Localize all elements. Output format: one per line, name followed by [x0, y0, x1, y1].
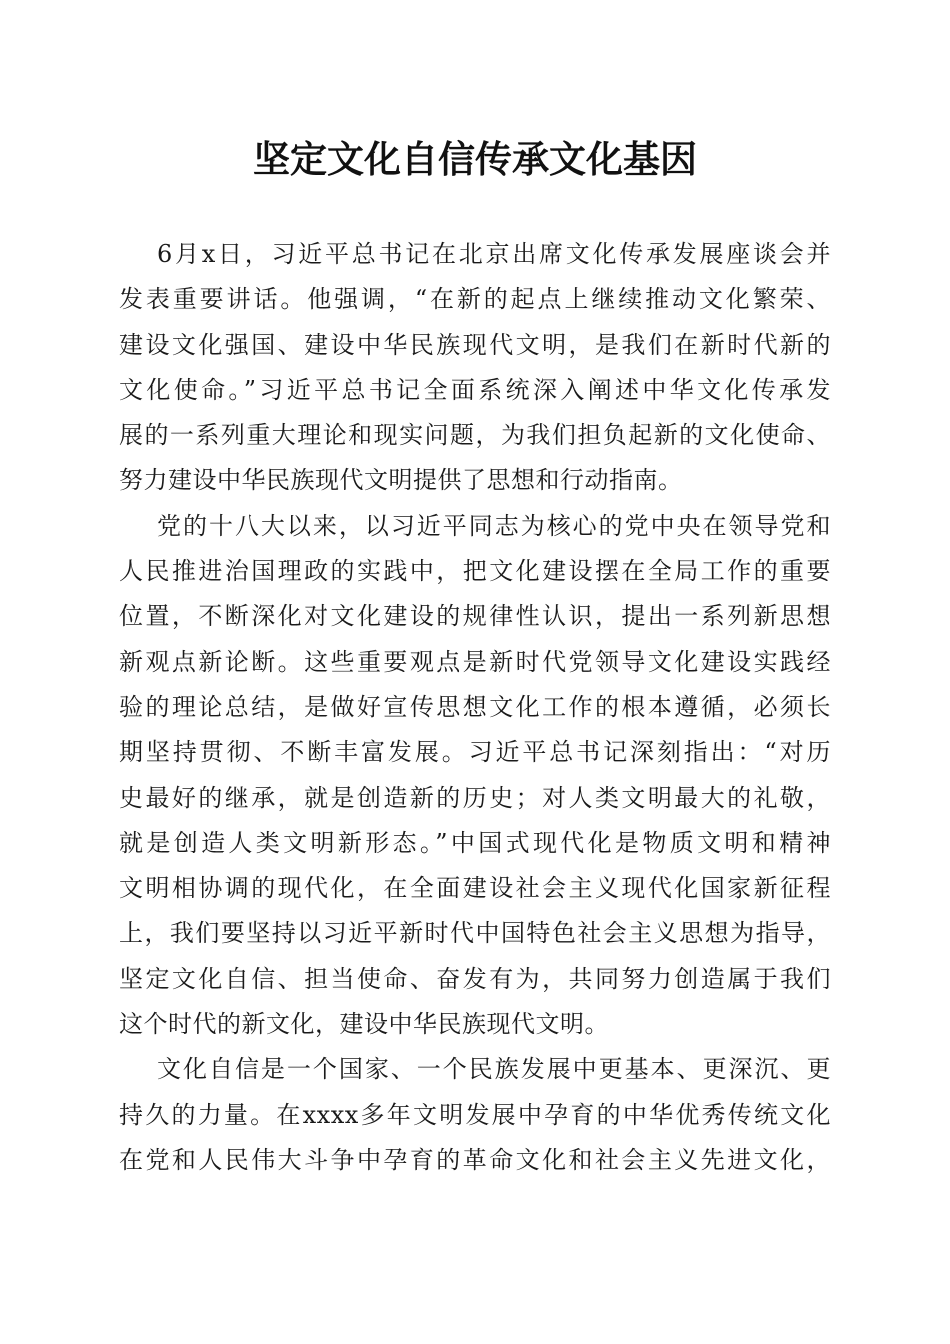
paragraph-1-line-6: 努力建设中华民族现代文明提供了思想和行动指南。: [119, 466, 683, 495]
paragraph-2-line-3: 位置，不断深化对文化建设的规律性认识，提出一系列新思想: [119, 602, 831, 631]
paragraph-2-line-7: 史最好的继承，就是创造新的历史；对人类文明最大的礼敬，: [119, 783, 831, 812]
paragraph-1-line-3: 建设文化强国、建设中华民族现代文明，是我们在新时代新的: [119, 330, 831, 359]
paragraph-1-line-1: 6月x日，习近平总书记在北京出席文化传承发展座谈会并: [157, 240, 831, 268]
paragraph-2-line-5: 验的理论总结，是做好宣传思想文化工作的根本遵循，必须长: [119, 692, 831, 721]
paragraph-2-line-1: 党的十八大以来，以习近平同志为核心的党中央在领导党和: [157, 511, 831, 540]
document-title: 坚定文化自信传承文化基因: [253, 137, 697, 181]
paragraph-2-line-10: 上，我们要坚持以习近平新时代中国特色社会主义思想为指导，: [119, 919, 831, 948]
paragraph-2-line-2: 人民推进治国理政的实践中，把文化建设摆在全局工作的重要: [119, 557, 831, 586]
paragraph-2-line-6: 期坚持贯彻、不断丰富发展。习近平总书记深刻指出：“对历: [119, 738, 831, 767]
paragraph-1-line-5: 展的一系列重大理论和现实问题，为我们担负起新的文化使命、: [119, 421, 831, 450]
paragraph-2-line-8: 就是创造人类文明新形态。”中国式现代化是物质文明和精神: [119, 828, 831, 857]
paragraph-3-line-2: 持久的力量。在xxxx多年文明发展中孕育的中华优秀传统文化: [119, 1100, 831, 1129]
paragraph-1-line-2: 发表重要讲话。他强调，“在新的起点上继续推动文化繁荣、: [119, 285, 831, 314]
paragraph-2-line-12: 这个时代的新文化，建设中华民族现代文明。: [119, 1010, 609, 1039]
paragraph-3-line-1: 文化自信是一个国家、一个民族发展中更基本、更深沉、更: [157, 1055, 831, 1084]
paragraph-2-line-11: 坚定文化自信、担当使命、奋发有为，共同努力创造属于我们: [119, 964, 831, 993]
document-body: [119, 232, 831, 1183]
paragraph-2-line-9: 文明相协调的现代化，在全面建设社会主义现代化国家新征程: [119, 874, 831, 903]
paragraph-3-line-3: 在党和人民伟大斗争中孕育的革命文化和社会主义先进文化，: [119, 1145, 831, 1174]
paragraph-2-line-4: 新观点新论断。这些重要观点是新时代党领导文化建设实践经: [119, 647, 831, 676]
paragraph-1-line-4: 文化使命。”习近平总书记全面系统深入阐述中华文化传承发: [119, 375, 831, 404]
